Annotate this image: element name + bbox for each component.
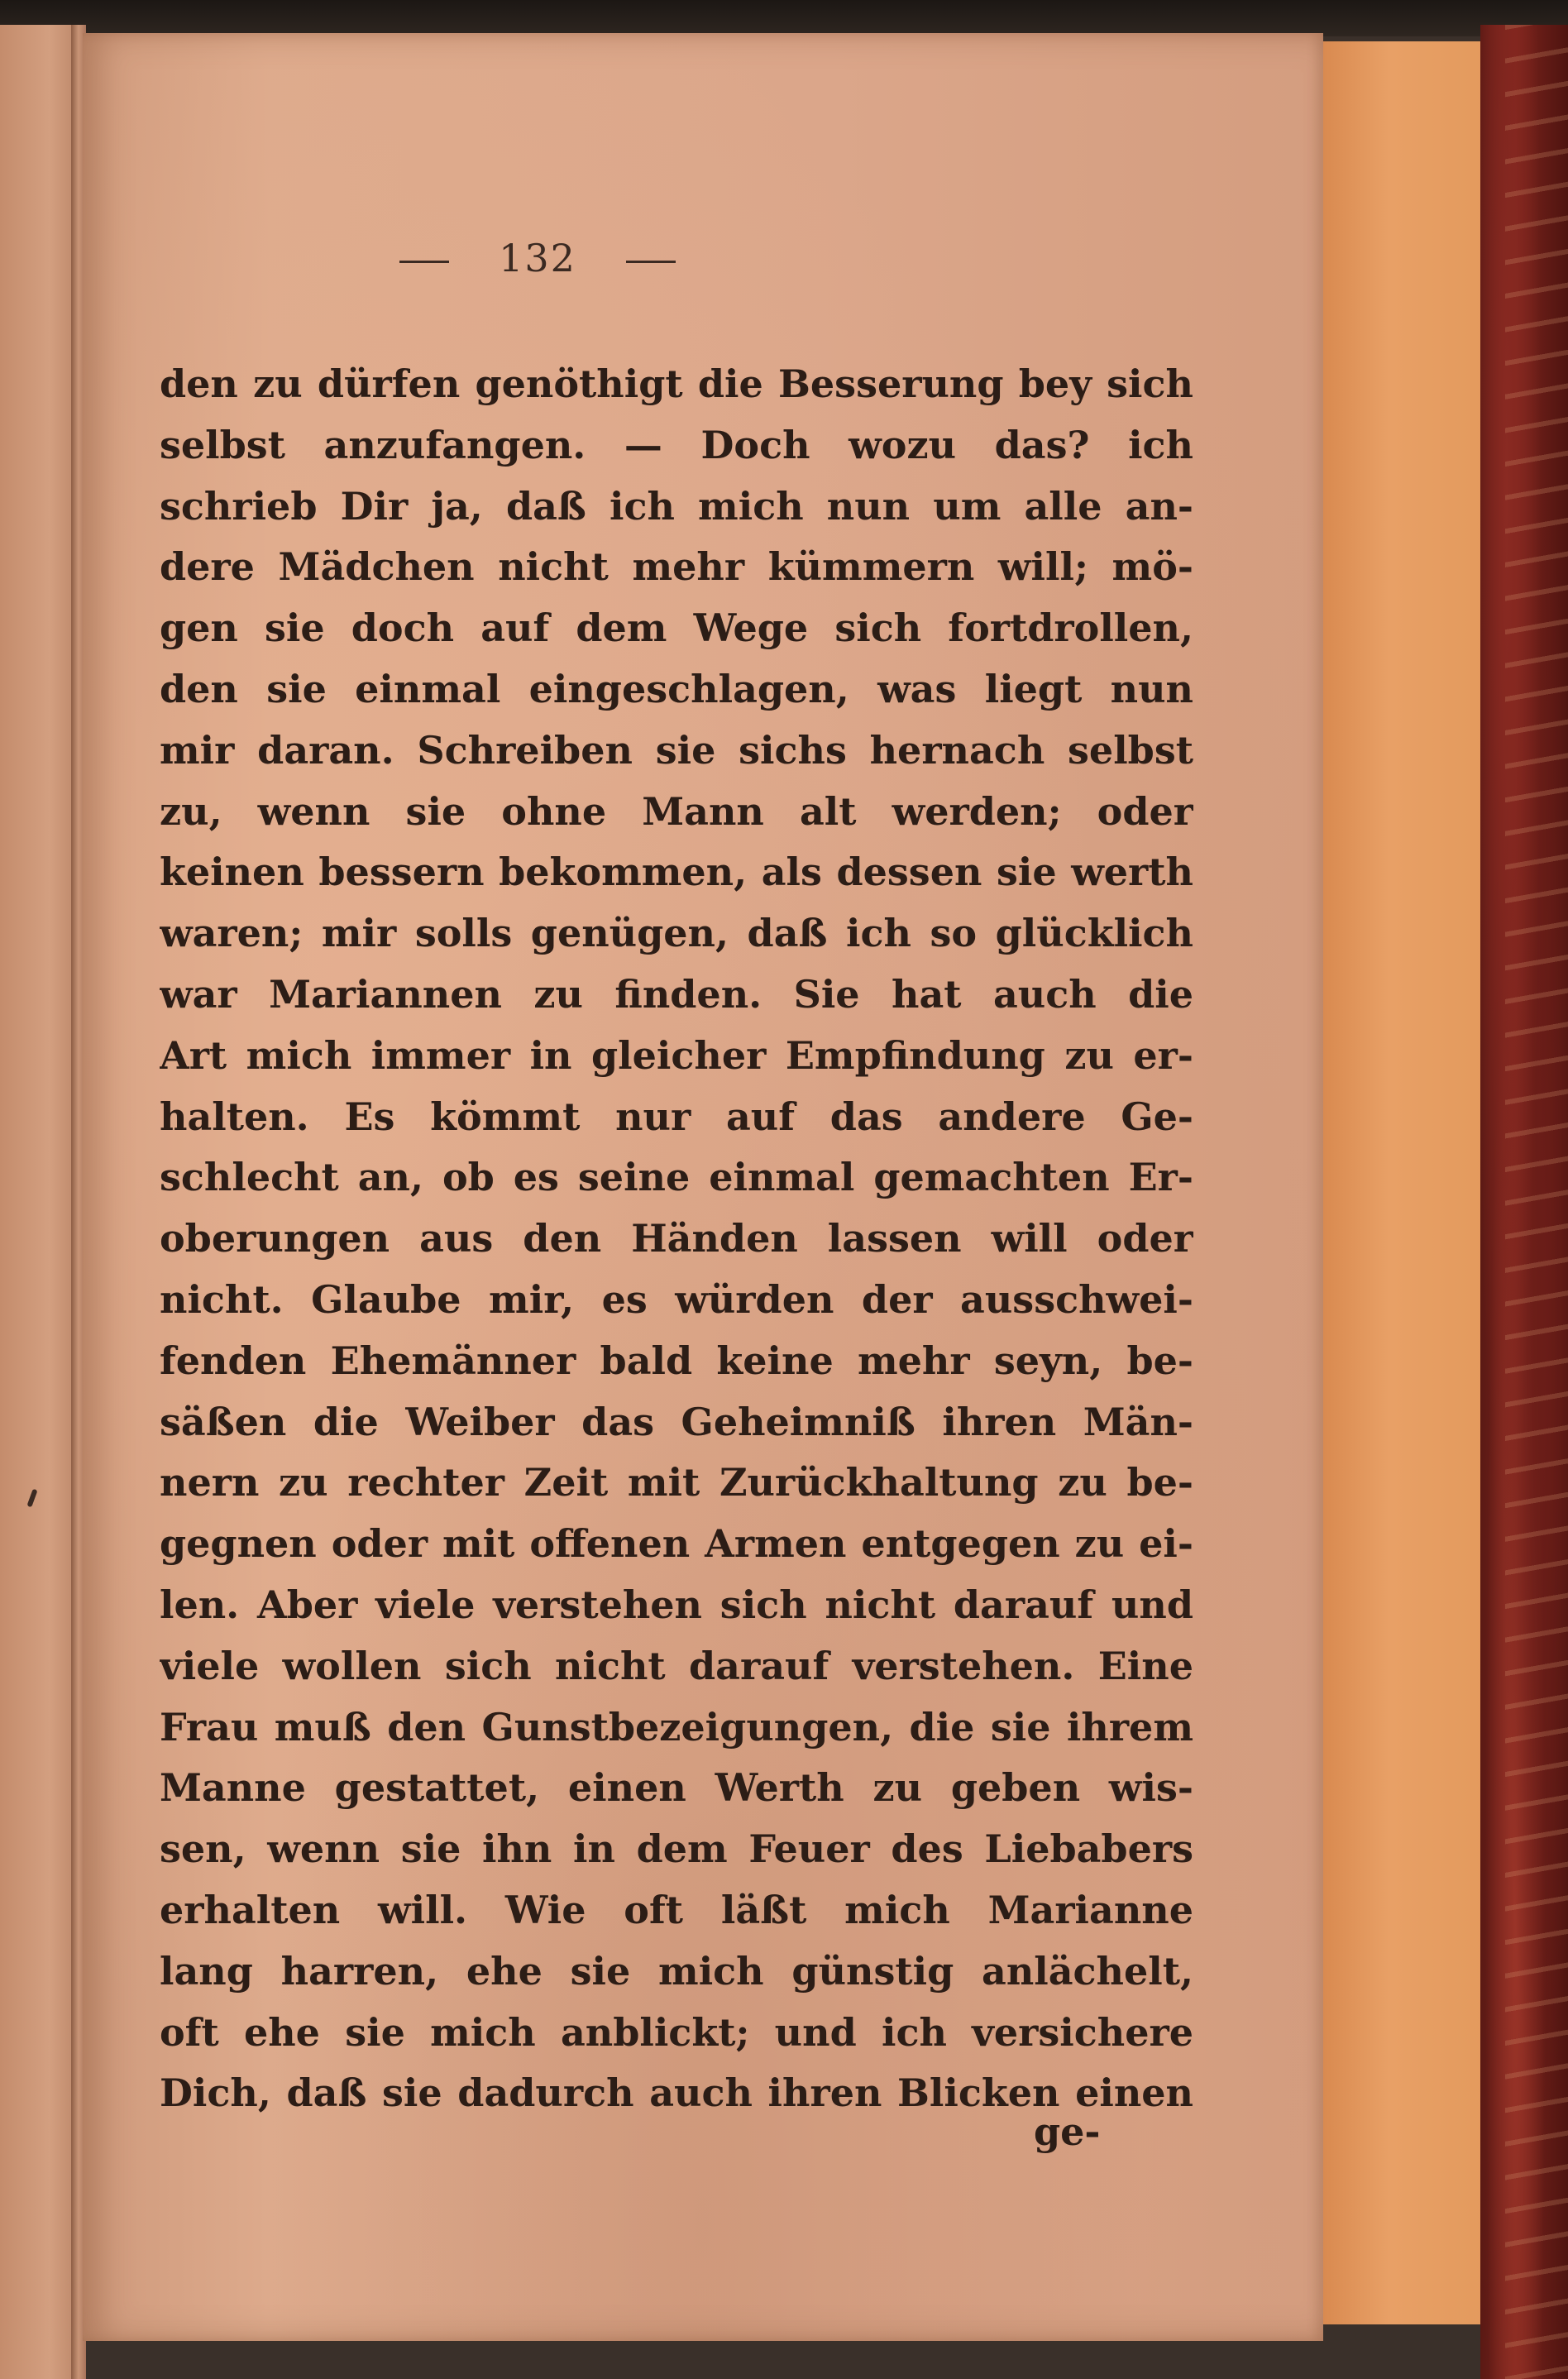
text-line: gen sie doch auf dem Wege sich fortdrollen, [160,606,1193,651]
text-line: lang harren, ehe sie mich günstig anlächelt, [160,1948,1193,1994]
text-line: waren; mir solls genügen, daß ich so glücklich [160,911,1193,956]
text-line: den sie einmal eingeschlagen, was liegt nun [160,666,1193,711]
text-line: selbst anzufangen. — Doch wozu das? ich [160,422,1193,467]
text-line: war Mariannen zu finden. Sie hat auch die [160,971,1193,1017]
text-line: Manne gestattet, einen Werth zu geben wis- [160,1765,1193,1811]
text-line: zu, wenn sie ohne Mann alt werden; oder [160,788,1193,834]
facing-page-edge [0,25,83,2379]
text-line: halten. Es kömmt nur auf das andere Ge- [160,1094,1193,1139]
text-line: gegnen oder mit offenen Armen entgegen zu ei- [160,1521,1193,1567]
book-page [83,33,1323,2341]
text-line: schrieb Dir ja, daß ich mich nun um alle an- [160,483,1193,529]
text-line: sen, wenn sie ihn in dem Feuer des Liebabers [160,1826,1193,1872]
text-line: nicht. Glaube mir, es würden der ausschwei- [160,1276,1193,1322]
text-line: len. Aber viele verstehen sich nicht darauf und [160,1582,1193,1627]
text-line: dere Mädchen nicht mehr kümmern will; mö- [160,544,1193,590]
text-line: schlecht an, ob es seine einmal gemachten Er- [160,1155,1193,1200]
page-number: 132 [499,236,576,280]
catchword: ge- [1034,2109,1101,2154]
endpaper [1323,41,1489,2324]
cover-marbling [1505,25,1568,2379]
text-line: nern zu rechter Zeit mit Zurückhaltung zu be- [160,1460,1193,1505]
text-line: mir daran. Schreiben sie sichs hernach selbst [160,727,1193,773]
text-line: den zu dürfen genöthigt die Besserung bey sich [160,361,1193,406]
text-line: Art mich immer in gleicher Empfindung zu er- [160,1032,1193,1078]
page-header [83,236,992,280]
text-line: keinen bessern bekommen, als dessen sie werth [160,850,1193,895]
header-dash-left [399,261,449,263]
scan-background [0,0,1568,36]
header-dash-right [626,261,676,263]
text-line: säßen die Weiber das Geheimniß ihren Män- [160,1399,1193,1444]
text-line: oberungen aus den Händen lassen will oder [160,1216,1193,1261]
text-line: erhalten will. Wie oft läßt mich Marianne [160,1887,1193,1932]
text-line: fenden Ehemänner bald keine mehr seyn, be- [160,1338,1193,1383]
text-line: Frau muß den Gunstbezeigungen, die sie ihrem [160,1704,1193,1750]
text-line: Dich, daß sie dadurch auch ihren Blicken einen [160,2070,1193,2116]
text-line: viele wollen sich nicht darauf verstehen. Eine [160,1643,1193,1688]
body-text [160,354,1193,2124]
text-line: oft ehe sie mich anblickt; und ich versichere [160,2009,1193,2055]
